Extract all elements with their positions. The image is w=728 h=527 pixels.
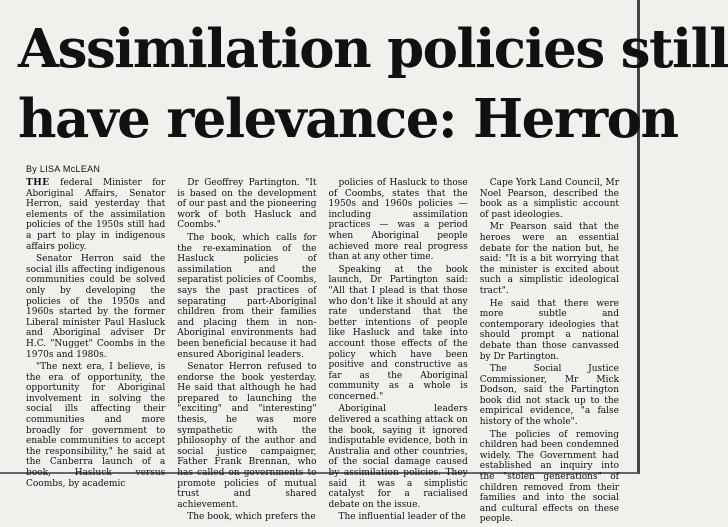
- paragraph-text: The book, which calls for the re-examination of the Hasluck policies of assimilation and the separatist policies of Coombs, says the past practices of separating part-Aboriginal children from their families and placing them in non-Aboriginal environments had been beneficial because it had ensured Aboriginal leaders.: [177, 232, 317, 360]
- article-paragraph: [329, 512, 468, 523]
- headline-line-2: have relevance: Herron: [18, 88, 678, 150]
- headline: [18, 14, 728, 154]
- paragraph-text: federal Minister for Aboriginal Affairs, Senator Herron, said yesterday that elements of the assimilation policies of the 1950s still had a part to play in indigenous affairs policy.: [26, 178, 166, 252]
- drop-lead: THE: [26, 178, 50, 188]
- article-column-3: [329, 178, 468, 527]
- article-paragraph: [177, 512, 316, 523]
- paragraph-text: policies of Hasluck to those of Coombs, states that the 1950s and 1960s policies — including assimilation practices — was a period when Aboriginal people achieved more real progress than at any other time.: [328, 178, 468, 263]
- article-paragraph: [26, 178, 165, 252]
- paragraph-text: The influential leader of the: [338, 512, 466, 523]
- article-paragraph: [480, 178, 619, 220]
- article-paragraph: [480, 222, 619, 296]
- article-paragraph: [329, 178, 468, 263]
- byline: By LISA McLEAN: [26, 164, 101, 174]
- paragraph-text: Speaking at the book launch, Dr Partington said: "All that I plead is that those who don't like it should at any rate understand that the better intentions of people like Hasluck and take into account those effects of the policy which have been positive and constructive as far as the Aboriginal community as a whole is concerned.": [328, 264, 468, 402]
- paragraph-text: Aboriginal leaders delivered a scathing attack on the book, saying it ignored indisputable evidence, both in Australia and other countries, of the social damage caused by assimilation policies. They said it was a simplistic catalyst for a racialised debate on the issue.: [328, 404, 468, 510]
- paragraph-text: He said that there were more subtle and contemporary ideologies that should prompt a national debate than those canvassed by Dr Partington.: [479, 298, 619, 362]
- article-paragraph: [329, 404, 468, 510]
- article-paragraph: [329, 265, 468, 403]
- article-paragraph: [177, 362, 316, 510]
- article-column-2: [177, 178, 316, 527]
- paragraph-text: "The next era, I believe, is the era of opportunity, the opportunity for Aboriginal involvement in solving the social ills affecting their communities and more broadly for government to enable communities to accept the responsibility," he said at the Canberra launch of a book, Hasluck versus Coombs, by academic: [26, 362, 166, 489]
- paragraph-text: Senator Herron refused to endorse the book yesterday. He said that although he had prepared to launching the "exciting" and "interesting" thesis, he was more sympathetic with the philosophy of the author and social justice campaigner, Father Frank Brennan, who has called on governments to promote policies of mutual trust and shared achievement.: [177, 362, 317, 510]
- paragraph-text: Cape York Land Council, Mr Noel Pearson, described the book as a simplistic account of past ideologies.: [479, 178, 619, 220]
- paragraph-text: Mr Pearson said that the heroes were an essential debate for the nation but, he said: "It is a bit worrying that the minister is excited about such a simplistic ideological tract".: [479, 222, 619, 296]
- article-paragraph: [177, 233, 316, 360]
- article-column-4: [480, 178, 619, 527]
- paragraph-text: The Social Justice Commissioner, Mr Mick Dodson, said the Partington book did not stack up to the empirical evidence, "a false history of the whole".: [479, 364, 619, 428]
- article-columns: [18, 178, 619, 527]
- article-column-1: [26, 178, 165, 527]
- paragraph-text: The book, which prefers the: [187, 512, 316, 523]
- article-paragraph: [26, 362, 165, 489]
- article-paragraph: [177, 178, 316, 231]
- article-paragraph: [26, 254, 165, 360]
- article-paragraph: [480, 364, 619, 428]
- paragraph-text: Dr Geoffrey Partington. "It is based on the development of our past and the pioneering work of both Hasluck and Coombs.": [177, 178, 317, 231]
- paragraph-text: The policies of removing children had been condemned widely. The Government had established an inquiry into the "stolen generations" of children removed from their families and into the social and cultural effects on these people.: [479, 429, 619, 525]
- paragraph-text: Senator Herron said the social ills affecting indigenous communities could be solved only by developing the policies of the 1950s and 1960s started by the former Liberal minister Paul Hasluck and Aboriginal adviser Dr H.C. "Nugget" Coombs in the 1970s and 1980s.: [26, 254, 166, 360]
- headline-line-1: Assimilation policies still: [18, 18, 728, 80]
- article-paragraph: [480, 299, 619, 363]
- article-paragraph: [480, 430, 619, 525]
